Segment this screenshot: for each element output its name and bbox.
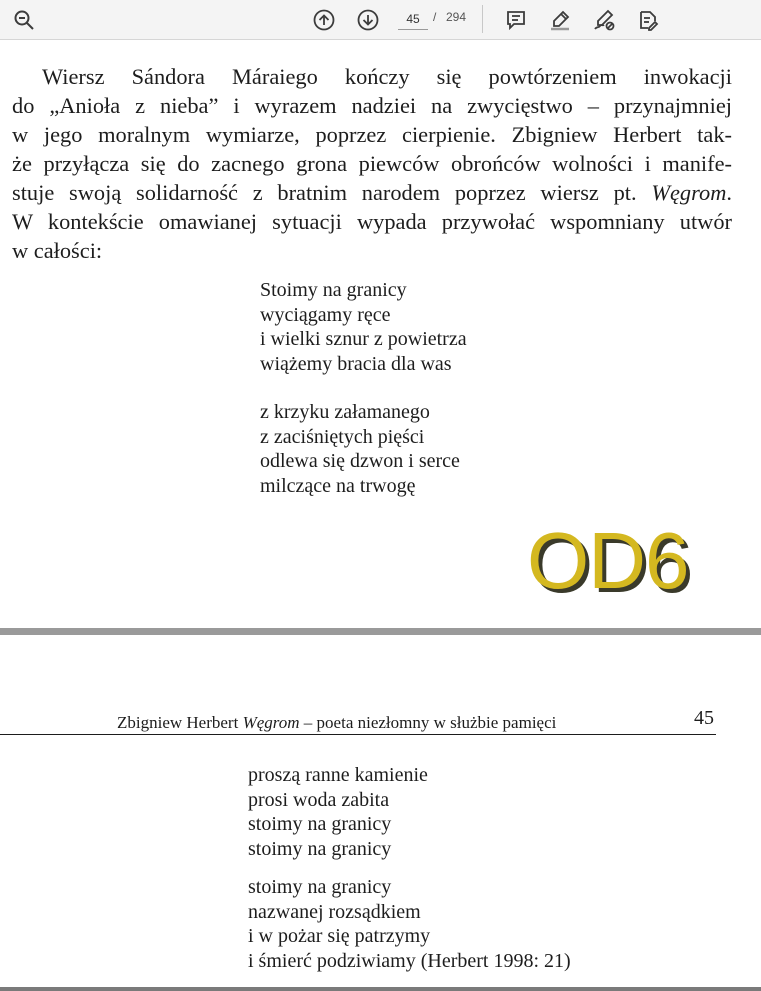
arrow-down-icon[interactable] [353, 5, 383, 35]
poem-line: odlewa się dzwon i serce [260, 450, 460, 472]
page-number-input[interactable] [398, 8, 428, 30]
running-header [117, 713, 556, 733]
poem-stanza-3 [248, 763, 428, 861]
total-pages: 294 [446, 10, 467, 24]
poem-title: Węgrom [651, 180, 727, 205]
page-number: 45 [694, 707, 714, 729]
poem-line: nazwanej rozsądkiem [248, 900, 421, 923]
search-icon[interactable] [9, 5, 39, 35]
poem-line: stoimy na granicy [248, 813, 392, 835]
watermark-logo: OD6 [527, 516, 689, 605]
poem-line: proszą ranne kamienie [248, 764, 428, 786]
poem-stanza-1 [260, 278, 467, 376]
paragraph-line: do „Anioła z nieba” i wyrazem nadziei na zwycięstwo – przynajmniej [12, 93, 732, 118]
paragraph-line: Wiersz Sándora Máraiego kończy się powtórzeniem inwokacji [42, 64, 732, 89]
pdf-page-45 [0, 635, 761, 991]
paragraph-line: w całości: [12, 238, 103, 263]
pdf-page-44 [0, 41, 761, 630]
poem-line: stoimy na granicy [248, 837, 392, 860]
page-separator-bar [0, 987, 761, 991]
page-separator: / [433, 10, 437, 24]
edit-text-icon[interactable] [633, 5, 663, 35]
paragraph-text: stuje swoją solidarność z bratnim narodem poprzez wiersz pt. [12, 180, 652, 205]
body-paragraph [12, 62, 732, 265]
poem-line: milczące na trwogę [260, 474, 416, 497]
comment-icon[interactable] [501, 5, 531, 35]
toolbar-divider [482, 5, 483, 33]
pdf-toolbar [0, 0, 761, 40]
poem-stanza-4 [248, 875, 571, 973]
poem-line: prosi woda zabita [248, 788, 390, 811]
paragraph-line: W kontekście omawianej sytuacji wypada przywołać wspomniany utwór [12, 209, 732, 234]
highlight-icon[interactable] [545, 5, 575, 35]
poem-line: i w pożar się patrzymy [248, 925, 431, 947]
poem-stanza-2 [260, 400, 460, 498]
arrow-up-icon[interactable] [309, 5, 339, 35]
header-rule [0, 734, 716, 735]
draw-icon[interactable] [589, 5, 619, 35]
poem-line: z krzyku załamanego [260, 401, 430, 423]
paragraph-text: . [726, 180, 732, 205]
header-title: Węgrom [242, 713, 300, 732]
paragraph-line: że przyłącza się do zacnego grona piewców obrońców wolności i manife- [12, 151, 732, 176]
page-separator-bar [0, 628, 761, 635]
paragraph-line: w jego moralnym wymiarze, poprzez cierpienie. Zbigniew Herbert tak- [12, 122, 732, 147]
poem-line: stoimy na granicy [248, 876, 392, 898]
poem-line: i wielki sznur z powietrza [260, 328, 467, 350]
header-text: – poeta niezłomny w służbie pamięci [299, 713, 557, 732]
poem-line: wyciągamy ręce [260, 303, 391, 326]
poem-line: Stoimy na granicy [260, 279, 407, 301]
paragraph-line [12, 178, 732, 207]
poem-line: z zaciśniętych pięści [260, 425, 425, 448]
poem-line: i śmierć podziwiamy (Herbert 1998: 21) [248, 949, 571, 972]
poem-line: wiążemy bracia dla was [260, 352, 452, 375]
header-text: Zbigniew Herbert [117, 713, 243, 732]
